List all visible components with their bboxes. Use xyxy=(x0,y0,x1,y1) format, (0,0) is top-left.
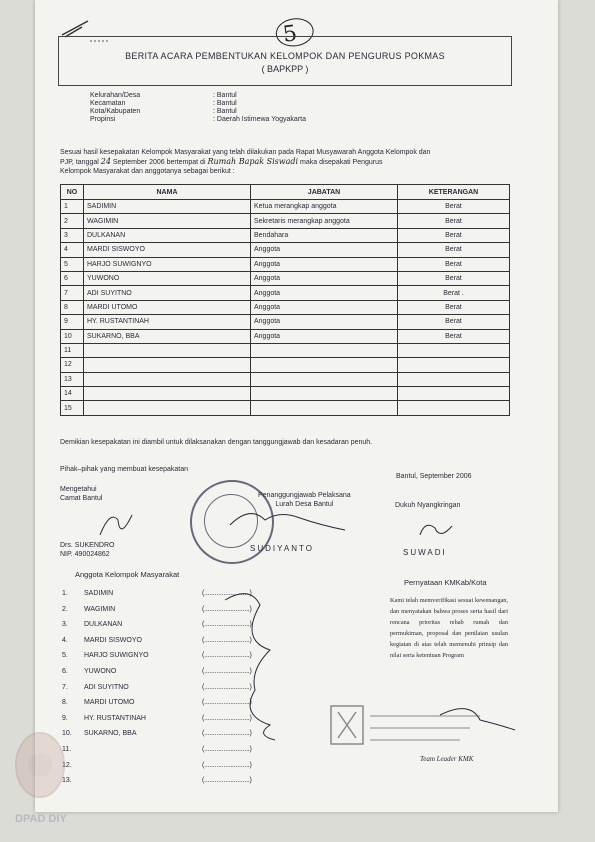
intro-line: Sesuai hasil kesepakatan Kelompok Masyarakat yang telah dilakukan pada Rapat Musyawarah Anggota Kelompok dan xyxy=(60,149,431,156)
anggota-name: MARDI UTOMO xyxy=(84,699,135,707)
anggota-row xyxy=(62,746,288,762)
anggota-no: 12. xyxy=(62,761,72,769)
signature-placeholder: (..........................) xyxy=(202,652,252,660)
cell-nama: MARDI SISWOYO xyxy=(84,243,251,257)
cell-keterangan xyxy=(398,372,510,386)
location-row xyxy=(90,92,306,100)
cell-jabatan xyxy=(251,343,398,357)
header-jabatan: JABATAN xyxy=(251,185,398,200)
cell-keterangan: Berat xyxy=(398,300,510,314)
intro-text: PJP, tanggal xyxy=(60,159,99,166)
location-value: : Bantul xyxy=(213,100,237,108)
pernyataan-heading: Pernyataan KMKab/Kota xyxy=(404,578,487,587)
anggota-row xyxy=(62,762,288,778)
camat-title: Camat Bantul xyxy=(60,495,103,502)
cell-jabatan: Anggota xyxy=(251,329,398,343)
cell-nama xyxy=(84,358,251,372)
anggota-heading: Anggota Kelompok Masyarakat xyxy=(75,570,180,579)
signature-placeholder: (..........................) xyxy=(202,777,252,785)
table-row xyxy=(61,401,510,415)
anggota-list xyxy=(62,590,288,793)
location-value: : Bantul xyxy=(213,92,237,100)
cell-keterangan: Berat xyxy=(398,329,510,343)
anggota-no: 3. xyxy=(62,621,68,629)
anggota-name: SUKARNO, BBA xyxy=(84,730,137,738)
anggota-row xyxy=(62,637,288,653)
anggota-name: SADIMIN xyxy=(84,590,114,597)
consultant-stamp xyxy=(330,702,490,750)
table-row xyxy=(61,358,510,372)
table-row xyxy=(61,387,510,401)
anggota-name: ADI SUYITNO xyxy=(84,683,129,691)
camat-signature-block xyxy=(60,485,102,503)
anggota-no: 6. xyxy=(62,667,68,675)
anggota-no: 8. xyxy=(62,699,68,707)
location-label: Kota/Kabupaten xyxy=(90,108,141,115)
cell-jabatan: Anggota xyxy=(251,286,398,300)
anggota-row xyxy=(62,652,288,668)
lurah-title: Lurah Desa Bantul xyxy=(275,501,334,508)
signature-placeholder: (..........................) xyxy=(202,761,252,769)
table-row xyxy=(61,228,510,242)
signature-placeholder: (..........................) xyxy=(202,590,252,597)
cell-keterangan xyxy=(398,387,510,401)
date-place: Bantul, September 2006 xyxy=(396,473,472,480)
cell-no: 10 xyxy=(61,329,84,343)
location-label: Kelurahan/Desa xyxy=(90,92,141,99)
cell-no: 15 xyxy=(61,401,84,415)
cell-jabatan: Anggota xyxy=(251,271,398,285)
intro-line: Kelompok Masyarakat dan anggotanya sebagai berikut : xyxy=(60,168,235,175)
intro-text: September 2006 bertempat di xyxy=(112,159,206,166)
cell-no: 4 xyxy=(61,243,84,257)
anggota-name xyxy=(84,762,202,778)
intro-text: maka disepakati Pengurus xyxy=(300,159,383,166)
lurah-line: Penanggungjawab Pelaksana xyxy=(258,492,351,499)
table-row xyxy=(61,214,510,228)
camat-nip: NIP. 490024862 xyxy=(60,551,110,558)
cell-jabatan: Bendahara xyxy=(251,228,398,242)
lurah-signature-block xyxy=(258,491,351,509)
anggota-no: 13. xyxy=(62,777,72,785)
table-row xyxy=(61,271,510,285)
team-leader-label: Team Leader KMK xyxy=(420,755,474,763)
cell-no: 2 xyxy=(61,214,84,228)
document-title: BERITA ACARA PEMBENTUKAN KELOMPOK DAN PENGURUS POKMAS xyxy=(125,51,445,61)
pernyataan-text: Kami telah memverifikasi sesuai kewenangan, dan menyatakan bahwa proses serta hasil dari rencana prioritas rehab rumah dan permukiman, proposal dan penilaian usulan kegiatan di atas telah memenuhi prinsip dan nilai serta ketentuan Program xyxy=(390,597,508,659)
location-row xyxy=(90,100,306,108)
anggota-no: 9. xyxy=(62,714,68,722)
header-no: NO xyxy=(61,185,84,200)
cell-nama: YUWONO xyxy=(84,271,251,285)
cell-keterangan: Berat xyxy=(398,214,510,228)
anggota-name: HARJO SUWIGNYO xyxy=(84,652,149,660)
location-label: Propinsi xyxy=(90,116,116,123)
cell-no: 9 xyxy=(61,315,84,329)
table-row xyxy=(61,200,510,214)
handwritten-date: 24 xyxy=(100,157,111,166)
camat-name: Drs. SUKENDRO xyxy=(60,542,115,549)
cell-nama: HY. RUSTANTINAH xyxy=(84,315,251,329)
anggota-name: YUWONO xyxy=(84,667,117,675)
cell-keterangan: Berat xyxy=(398,243,510,257)
table-row xyxy=(61,372,510,386)
table-row xyxy=(61,286,510,300)
signature-placeholder: (..........................) xyxy=(202,667,252,675)
cell-jabatan xyxy=(251,358,398,372)
cell-nama: DULKANAN xyxy=(84,228,251,242)
cell-no: 14 xyxy=(61,387,84,401)
lurah-name: SUDIYANTO xyxy=(250,544,314,553)
cell-nama: MARDI UTOMO xyxy=(84,300,251,314)
anggota-no: 2. xyxy=(62,605,68,613)
cell-nama xyxy=(84,372,251,386)
cell-no: 12 xyxy=(61,358,84,372)
anggota-name: HY. RUSTANTINAH xyxy=(84,714,146,722)
cell-nama: SUKARNO, BBA xyxy=(84,329,251,343)
cell-nama: ADI SUYITNO xyxy=(84,286,251,300)
location-row xyxy=(90,108,306,116)
table-row xyxy=(61,329,510,343)
cell-jabatan: Anggota xyxy=(251,315,398,329)
location-value: : Bantul xyxy=(213,108,237,116)
dukuh-name: SUWADI xyxy=(403,548,447,557)
cell-no: 13 xyxy=(61,372,84,386)
table-header-row xyxy=(61,185,510,200)
cell-nama xyxy=(84,401,251,415)
table-row xyxy=(61,315,510,329)
anggota-no: 4. xyxy=(62,636,68,644)
cell-keterangan xyxy=(398,343,510,357)
cell-jabatan xyxy=(251,372,398,386)
anggota-row xyxy=(62,684,288,700)
cell-keterangan: Berat xyxy=(398,315,510,329)
cell-keterangan: Berat xyxy=(398,200,510,214)
pengurus-table xyxy=(60,184,510,416)
anggota-no: 11. xyxy=(62,745,72,753)
cell-no: 7 xyxy=(61,286,84,300)
cell-keterangan xyxy=(398,358,510,372)
cell-nama xyxy=(84,387,251,401)
signature-placeholder: (..........................) xyxy=(202,636,252,644)
closing-statement: Demikian kesepakatan ini diambil untuk dilaksanakan dengan tanggungjawab dan kesadaran penuh. xyxy=(60,439,373,446)
header-nama: NAMA xyxy=(84,185,251,200)
signature-placeholder: (..........................) xyxy=(202,621,252,629)
anggota-no: 5. xyxy=(62,652,68,660)
cell-jabatan xyxy=(251,401,398,415)
signature-placeholder: (..........................) xyxy=(202,605,252,613)
anggota-row xyxy=(62,715,288,731)
header-keterangan: KETERANGAN xyxy=(398,185,510,200)
anggota-name xyxy=(84,746,202,762)
watermark: DPAD DIY xyxy=(15,813,67,825)
anggota-no: 7. xyxy=(62,683,68,691)
cell-nama: WAGIMIN xyxy=(84,214,251,228)
table-row xyxy=(61,257,510,271)
cell-keterangan: Berat xyxy=(398,271,510,285)
location-value: : Daerah Istimewa Yogyakarta xyxy=(213,116,306,124)
anggota-no: 10. xyxy=(62,730,72,738)
cell-jabatan: Anggota xyxy=(251,243,398,257)
cell-no: 6 xyxy=(61,271,84,285)
anggota-row xyxy=(62,699,288,715)
signature-placeholder: (..........................) xyxy=(202,699,252,707)
page-number: 5 xyxy=(281,21,299,48)
signature-placeholder: (..........................) xyxy=(202,714,252,722)
anggota-no: 1. xyxy=(62,590,68,597)
anggota-row xyxy=(62,668,288,684)
camat-name-block xyxy=(60,541,114,559)
cell-keterangan xyxy=(398,401,510,415)
cell-no: 1 xyxy=(61,200,84,214)
anggota-row xyxy=(62,777,288,793)
signature-placeholder: (..........................) xyxy=(202,730,252,738)
cell-keterangan: Berat xyxy=(398,257,510,271)
cell-keterangan: Berat xyxy=(398,228,510,242)
cell-jabatan xyxy=(251,387,398,401)
table-row xyxy=(61,300,510,314)
cell-jabatan: Ketua merangkap anggota xyxy=(251,200,398,214)
table-row xyxy=(61,243,510,257)
cell-jabatan: Anggota xyxy=(251,300,398,314)
cell-no: 5 xyxy=(61,257,84,271)
cell-no: 3 xyxy=(61,228,84,242)
anggota-name xyxy=(84,777,202,793)
signature-placeholder: (..........................) xyxy=(202,683,252,691)
intro-paragraph xyxy=(60,148,510,176)
dukuh-title: Dukuh Nyangkringan xyxy=(395,502,461,509)
anggota-row xyxy=(62,621,288,637)
cell-no: 11 xyxy=(61,343,84,357)
handwritten-place: Rumah Bapak Siswadi xyxy=(207,157,299,166)
anggota-row xyxy=(62,590,288,606)
signature-placeholder: (..........................) xyxy=(202,745,252,753)
parties-label: Pihak–pihak yang membuat kesepakatan xyxy=(60,466,189,473)
archive-seal-icon xyxy=(14,730,66,800)
cell-nama xyxy=(84,343,251,357)
anggota-row xyxy=(62,730,288,746)
anggota-row xyxy=(62,606,288,622)
location-label: Kecamatan xyxy=(90,100,126,107)
cell-jabatan: Anggota xyxy=(251,257,398,271)
camat-line: Mengetahui xyxy=(60,486,97,493)
cell-nama: HARJO SUWIGNYO xyxy=(84,257,251,271)
document-subtitle: ( BAPKPP ) xyxy=(261,64,309,74)
cell-keterangan: Berat . xyxy=(398,286,510,300)
anggota-name: MARDI SISWOYO xyxy=(84,636,142,644)
location-block xyxy=(90,92,306,124)
intro-line xyxy=(60,157,510,167)
cell-nama: SADIMIN xyxy=(84,200,251,214)
cell-jabatan: Sekretaris merangkap anggota xyxy=(251,214,398,228)
location-row xyxy=(90,116,306,124)
title-box xyxy=(58,36,512,86)
anggota-name: DULKANAN xyxy=(84,621,123,629)
cell-no: 8 xyxy=(61,300,84,314)
anggota-name: WAGIMIN xyxy=(84,605,116,613)
table-row xyxy=(61,343,510,357)
